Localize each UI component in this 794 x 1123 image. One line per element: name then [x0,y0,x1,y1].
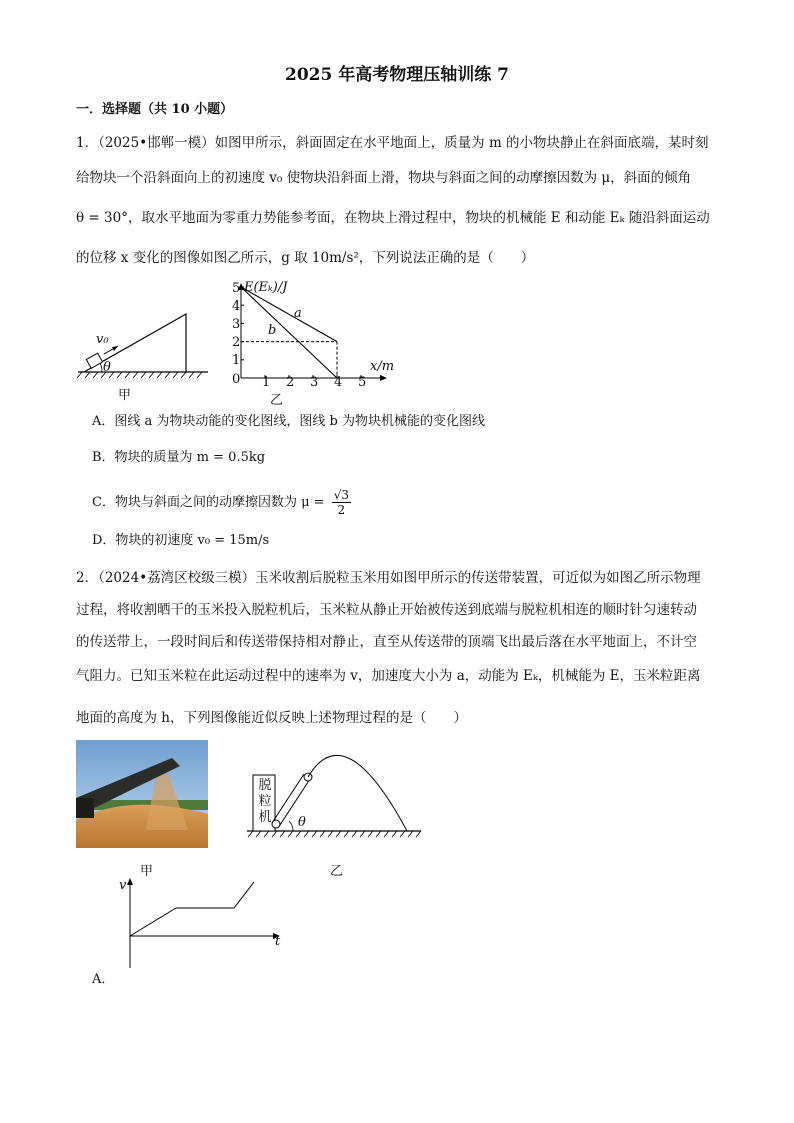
graph-x-label: x/m [370,359,395,374]
q1-option-c[interactable] [92,488,351,517]
line-a-label: a [294,306,302,321]
series-line-b [241,287,337,378]
y-tick-4: 4 [232,299,241,314]
y-tick-1: 1 [232,353,241,368]
section-heading: 一．选择题（共 10 小题） [76,102,234,117]
q2-line2: 过程，将收割晒干的玉米投入脱粒机后，玉米粒从静止开始被传送到底端与脱粒机相连的顺时针匀速转动 [76,602,697,618]
q1-option-b[interactable]: B．物块的质量为 m = 0.5kg [92,450,266,465]
fig2-yi-caption: 乙 [330,864,344,879]
fraction [332,488,351,517]
fig-jia-caption: 甲 [118,388,132,403]
y-tick-5: 5 [232,281,241,296]
harvester-photo [76,740,208,848]
conveyor-theta: θ [298,815,306,830]
q1-line3: θ = 30°，取水平地面为零重力势能参考面，在物块上滑过程中，物块的机械能 E 和动能 Eₖ 随沿斜面运动 [76,210,710,226]
page-title: 2025 年高考物理压轴训练 7 [285,65,509,85]
graph-y-label: E(Eₖ)/J [244,280,288,295]
q2-line1: 2．（2024•荔湾区校级三模）玉米收割后脱粒玉米用如图甲所示的传送带装置，可近似为如图乙所示物理 [76,570,701,586]
q1-line1: 1．（2025•邯郸一模）如图甲所示，斜面固定在水平地面上，质量为 m 的小物块静止在斜面底端，某时刻 [76,135,709,151]
x-tick-4: 4 [334,375,343,390]
q1-option-d[interactable]: D．物块的初速度 v₀ = 15m/s [92,533,270,548]
machine-label [256,778,274,826]
x-tick-2: 2 [286,375,295,390]
figure-incline [74,306,214,401]
q2-option-a[interactable]: A． [92,972,115,987]
machine-char-2: 粒 [258,794,272,809]
q1-option-a[interactable]: A．图线 a 为物块动能的变化图线，图线 b 为物块机械能的变化图线 [92,414,485,429]
q1-line4: 的位移 x 变化的图像如图乙所示，g 取 10m/s²，下列说法正确的是（ ） [76,250,535,266]
vt-graph [116,876,286,976]
machine-char-1: 脱 [258,778,272,793]
machine-char-3: 机 [258,810,272,825]
fig2-jia-caption: 甲 [140,864,154,879]
vt-t-label: t [275,934,281,949]
y-tick-2: 2 [232,335,241,350]
line-b-label: b [268,323,277,338]
y-tick-0: 0 [232,372,241,387]
q2-line4: 气阻力。已知玉米粒在此运动过程中的速率为 v，加速度大小为 a，动能为 Eₖ，机械能为 E，玉米粒距离 [76,668,701,684]
q2-line3: 的传送带上，一段时间后和传送带保持相对静止，直至从传送带的顶端飞出最后落在水平地面上，不计空 [76,634,697,650]
q1-option-c-text: C．物块与斜面之间的动摩擦因数为 μ = [92,495,325,510]
theta-label: θ [103,360,111,375]
y-tick-3: 3 [232,317,241,332]
x-tick-3: 3 [310,375,319,390]
q1-line2: 给物块一个沿斜面向上的初速度 v₀ 使物块沿斜面上滑，物块与斜面之间的动摩擦因数为 μ，斜面的倾角 [76,170,692,186]
series-line-a [241,287,337,342]
fig-yi-caption: 乙 [270,393,284,408]
fraction-numerator: √3 [333,488,349,502]
x-tick-1: 1 [262,375,271,390]
x-tick-5: 5 [358,375,367,390]
q2-line5: 地面的高度为 h，下列图像能近似反映上述物理过程的是（ ） [76,710,467,726]
vt-v-label: v [119,878,127,893]
v0-label: v₀ [96,332,109,347]
fraction-denominator: 2 [337,503,346,517]
